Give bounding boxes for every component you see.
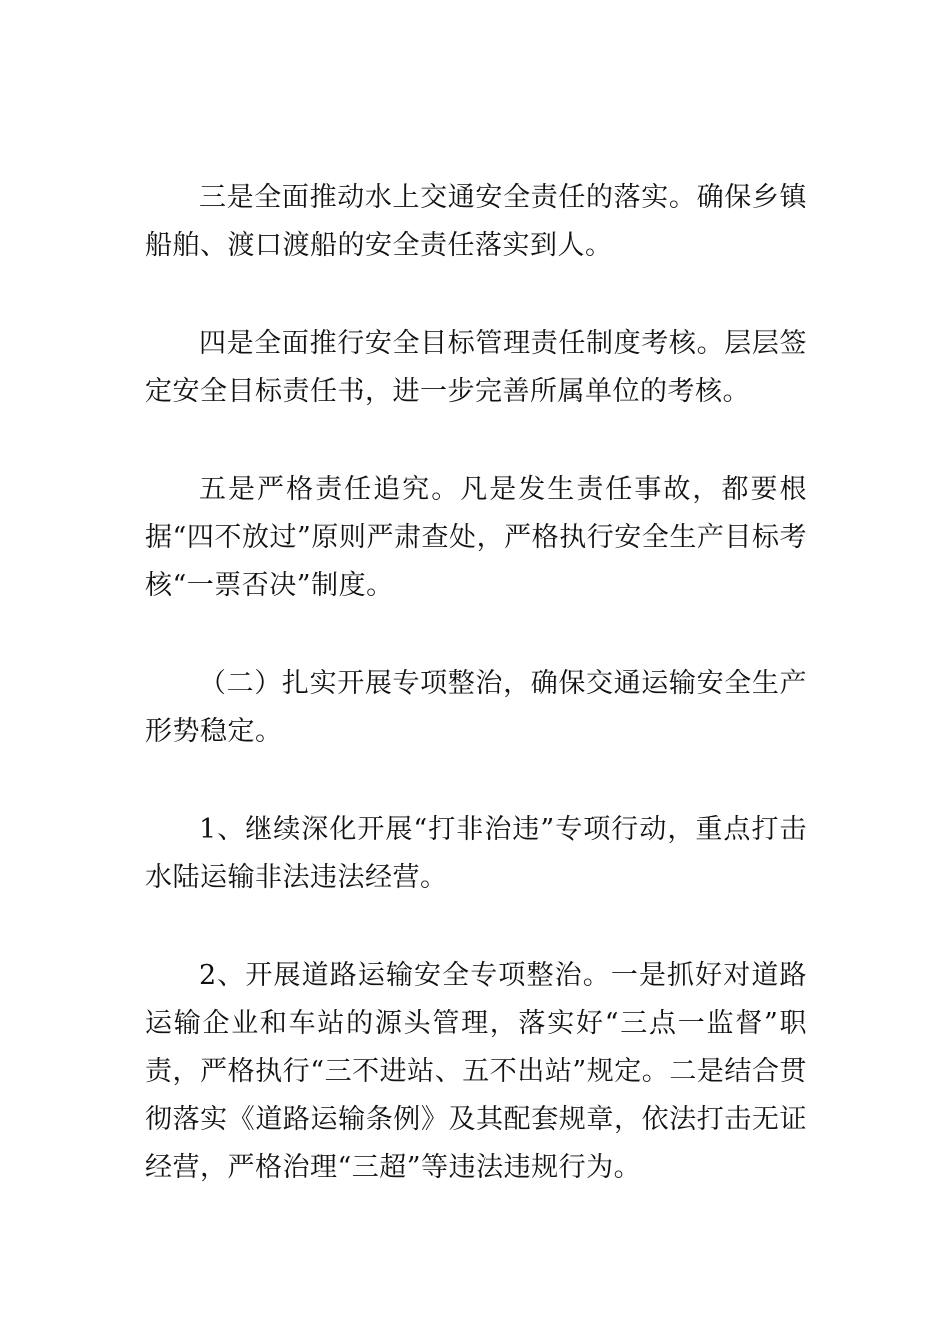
- paragraph-accountability: 五是严格责任追究。凡是发生责任事故，都要根据“四不放过”原则严肃查处，严格执行安全生产目标考核“一票否决”制度。: [145, 474, 807, 601]
- document-body: [145, 174, 807, 1242]
- paragraph-section-two-heading: （二）扎实开展专项整治，确保交通运输安全生产形势稳定。: [145, 668, 807, 747]
- paragraph-item-1: 1、继续深化开展“打非治违”专项行动，重点打击水陆运输非法违法经营。: [145, 814, 807, 893]
- paragraph-item-2: 2、开展道路运输安全专项整治。一是抓好对道路运输企业和车站的源头管理，落实好“三点一监督”职责，严格执行“三不进站、五不出站”规定。二是结合贯彻落实《道路运输条例》及其配套规章，依法打击无证经营，严格治理“三超”等违法违规行为。: [145, 960, 807, 1183]
- paragraph-responsibility-water: 三是全面推动水上交通安全责任的落实。确保乡镇船舶、渡口渡船的安全责任落实到人。: [145, 182, 807, 261]
- paragraph-target-assessment: 四是全面推行安全目标管理责任制度考核。层层签定安全目标责任书，进一步完善所属单位的考核。: [145, 328, 807, 407]
